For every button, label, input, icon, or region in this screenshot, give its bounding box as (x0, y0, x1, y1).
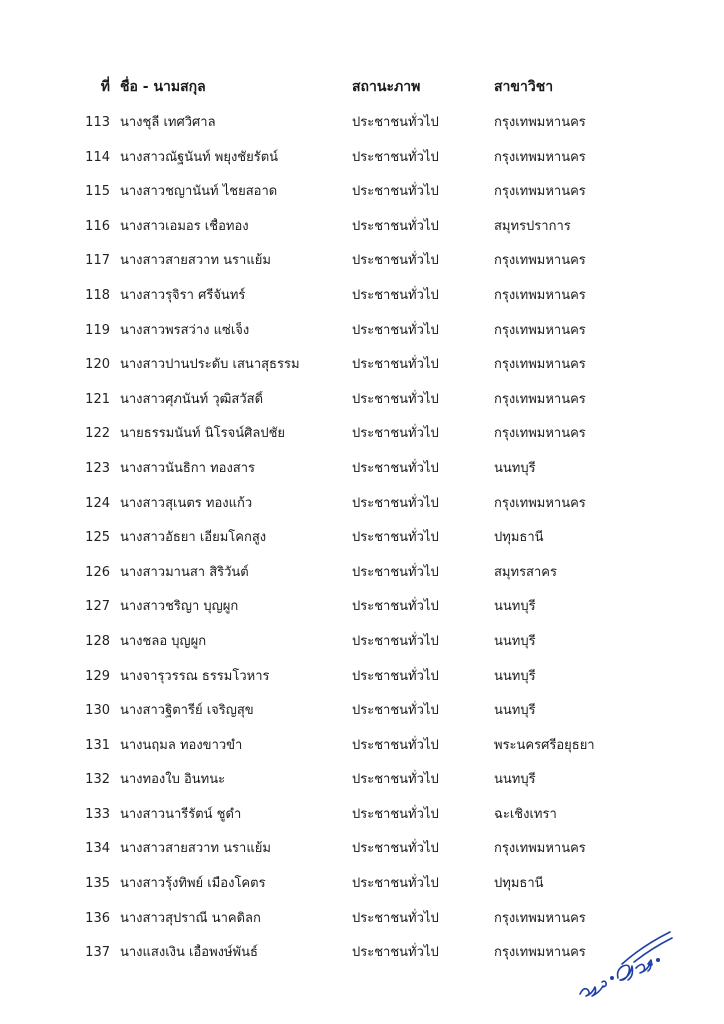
row-status: ประชาชนทั่วไป (352, 876, 439, 892)
row-no: 129 (85, 668, 110, 684)
table-row (0, 564, 724, 599)
row-name: นางสาวสายสวาท นราแย้ม (120, 253, 271, 269)
row-name: นางสาวพรสว่าง แซ่เจ็ง (120, 322, 250, 338)
table-row (0, 252, 724, 287)
row-status: ประชาชนทั่วไป (352, 737, 439, 753)
row-area: พระนครศรีอยุธยา (494, 737, 595, 753)
row-area: กรุงเทพมหานคร (494, 945, 586, 961)
table-row (0, 460, 724, 495)
row-area: นนทบุรี (494, 633, 536, 649)
row-status: ประชาชนทั่วไป (352, 564, 439, 580)
row-area: กรุงเทพมหานคร (494, 841, 586, 857)
row-area: นนทบุรี (494, 772, 536, 788)
row-no: 125 (85, 530, 110, 546)
row-no: 119 (85, 322, 110, 338)
row-status: ประชาชนทั่วไป (352, 357, 439, 373)
row-name: นางสาวศุภนันท์ วุฒิสวัสดิ์ (120, 391, 264, 407)
row-no: 113 (85, 115, 110, 130)
signature-mark (574, 922, 684, 1002)
row-no: 134 (85, 841, 110, 857)
row-status: ประชาชนทั่วไป (352, 460, 439, 476)
table-row (0, 668, 724, 703)
row-status: ประชาชนทั่วไป (352, 599, 439, 615)
row-area: ฉะเชิงเทรา (494, 806, 557, 822)
row-name: นางสาวรุ้งทิพย์ เมืองโคตร (120, 876, 266, 892)
row-no: 136 (85, 910, 110, 926)
table-row (0, 840, 724, 875)
row-area: กรุงเทพมหานคร (494, 357, 586, 373)
table-body (0, 114, 724, 979)
row-area: กรุงเทพมหานคร (494, 426, 586, 442)
table-row (0, 598, 724, 633)
row-status: ประชาชนทั่วไป (352, 910, 439, 926)
row-name: นางสาวชริญา บุญผูก (120, 599, 239, 615)
row-no: 131 (85, 737, 110, 753)
table-row (0, 702, 724, 737)
row-area: กรุงเทพมหานคร (494, 322, 586, 338)
row-area: นนทบุรี (494, 668, 536, 684)
row-name: นางสาวสุปราณี นาคดิลก (120, 910, 261, 926)
row-status: ประชาชนทั่วไป (352, 253, 439, 269)
row-status: ประชาชนทั่วไป (352, 633, 439, 649)
row-no: 123 (85, 460, 110, 476)
table-row (0, 183, 724, 218)
header-status: สถานะภาพ (352, 79, 421, 95)
row-no: 130 (85, 703, 110, 719)
row-area: สมุทรสาคร (494, 564, 557, 580)
table-row (0, 529, 724, 564)
row-status: ประชาชนทั่วไป (352, 322, 439, 338)
row-no: 116 (85, 218, 110, 234)
header-name: ชื่อ - นามสกุล (120, 79, 206, 95)
row-area: กรุงเทพมหานคร (494, 287, 586, 303)
row-status: ประชาชนทั่วไป (352, 115, 439, 130)
row-no: 127 (85, 599, 110, 615)
row-no: 121 (85, 391, 110, 407)
row-name: นางสาวชญานันท์ ไชยสอาด (120, 184, 278, 200)
row-area: ปทุมธานี (494, 530, 544, 546)
row-area: สมุทรปราการ (494, 218, 571, 234)
table-row (0, 806, 724, 841)
row-no: 133 (85, 806, 110, 822)
row-area: นนทบุรี (494, 703, 536, 719)
row-no: 114 (85, 149, 110, 165)
row-name: นางสาวฐิตารีย์ เจริญสุข (120, 703, 254, 719)
row-no: 120 (85, 357, 110, 373)
table-row (0, 322, 724, 357)
table-row (0, 356, 724, 391)
row-area: กรุงเทพมหานคร (494, 253, 586, 269)
row-name: นางสาวณัฐนันท์ พยุงชัยรัตน์ (120, 149, 279, 165)
table-row (0, 425, 724, 460)
row-name: นายธรรมนันท์ นิโรจน์ศิลปชัย (120, 426, 286, 442)
row-name: นางสาวสายสวาท นราแย้ม (120, 841, 271, 857)
row-status: ประชาชนทั่วไป (352, 772, 439, 788)
row-name: นางสาวนันธิกา ทองสาร (120, 460, 256, 476)
table-row (0, 218, 724, 253)
row-name: นางนฤมล ทองขาวขำ (120, 737, 243, 753)
row-no: 122 (85, 426, 110, 442)
row-name: นางสาวปานประดับ เสนาสุธรรม (120, 357, 300, 373)
row-name: นางชลอ บุญผูก (120, 633, 207, 649)
table-row (0, 287, 724, 322)
row-status: ประชาชนทั่วไป (352, 426, 439, 442)
row-name: นางสาวนารีรัตน์ ชูดำ (120, 806, 242, 822)
row-name: นางสาวรุจิรา ศรีจันทร์ (120, 287, 246, 303)
row-name: นางสาวมานสา สิริวันต์ (120, 564, 249, 580)
row-area: กรุงเทพมหานคร (494, 149, 586, 165)
row-name: นางสาวสุเนตร ทองแก้ว (120, 495, 253, 511)
row-name: นางสาวอัธยา เอี่ยมโคกสูง (120, 530, 267, 546)
table-row (0, 771, 724, 806)
row-name: นางแสงเงิน เอื้อพงษ์พันธ์ (120, 945, 258, 961)
header-area: สาขาวิชา (494, 79, 554, 95)
row-no: 124 (85, 495, 110, 511)
table-row (0, 737, 724, 772)
row-name: นางจารุวรรณ ธรรมโวหาร (120, 668, 270, 684)
row-status: ประชาชนทั่วไป (352, 703, 439, 719)
row-area: กรุงเทพมหานคร (494, 495, 586, 511)
row-area: ปทุมธานี (494, 876, 544, 892)
row-no: 126 (85, 564, 110, 580)
row-area: กรุงเทพมหานคร (494, 115, 586, 130)
row-status: ประชาชนทั่วไป (352, 668, 439, 684)
row-name: นางทองใบ อินทนะ (120, 772, 226, 788)
table-row (0, 391, 724, 426)
row-name: นางชุลี เทศวิศาล (120, 115, 216, 130)
row-status: ประชาชนทั่วไป (352, 530, 439, 546)
row-status: ประชาชนทั่วไป (352, 945, 439, 961)
row-no: 132 (85, 772, 110, 788)
table-row (0, 114, 724, 149)
row-status: ประชาชนทั่วไป (352, 495, 439, 511)
row-no: 128 (85, 633, 110, 649)
row-no: 117 (85, 253, 110, 269)
row-status: ประชาชนทั่วไป (352, 184, 439, 200)
table-row (0, 495, 724, 530)
row-no: 135 (85, 876, 110, 892)
row-status: ประชาชนทั่วไป (352, 149, 439, 165)
row-status: ประชาชนทั่วไป (352, 391, 439, 407)
row-name: นางสาวเอมอร เชื้อทอง (120, 218, 249, 234)
row-no: 118 (85, 287, 110, 303)
row-status: ประชาชนทั่วไป (352, 841, 439, 857)
table-row (0, 875, 724, 910)
table-row (0, 149, 724, 184)
row-status: ประชาชนทั่วไป (352, 287, 439, 303)
row-no: 137 (85, 945, 110, 961)
header-no: ที่ (100, 79, 110, 95)
row-status: ประชาชนทั่วไป (352, 806, 439, 822)
table-row (0, 633, 724, 668)
row-area: กรุงเทพมหานคร (494, 184, 586, 200)
row-status: ประชาชนทั่วไป (352, 218, 439, 234)
table-header (0, 76, 724, 98)
row-area: นนทบุรี (494, 599, 536, 615)
row-area: กรุงเทพมหานคร (494, 910, 586, 926)
row-area: กรุงเทพมหานคร (494, 391, 586, 407)
row-no: 115 (85, 184, 110, 200)
row-area: นนทบุรี (494, 460, 536, 476)
